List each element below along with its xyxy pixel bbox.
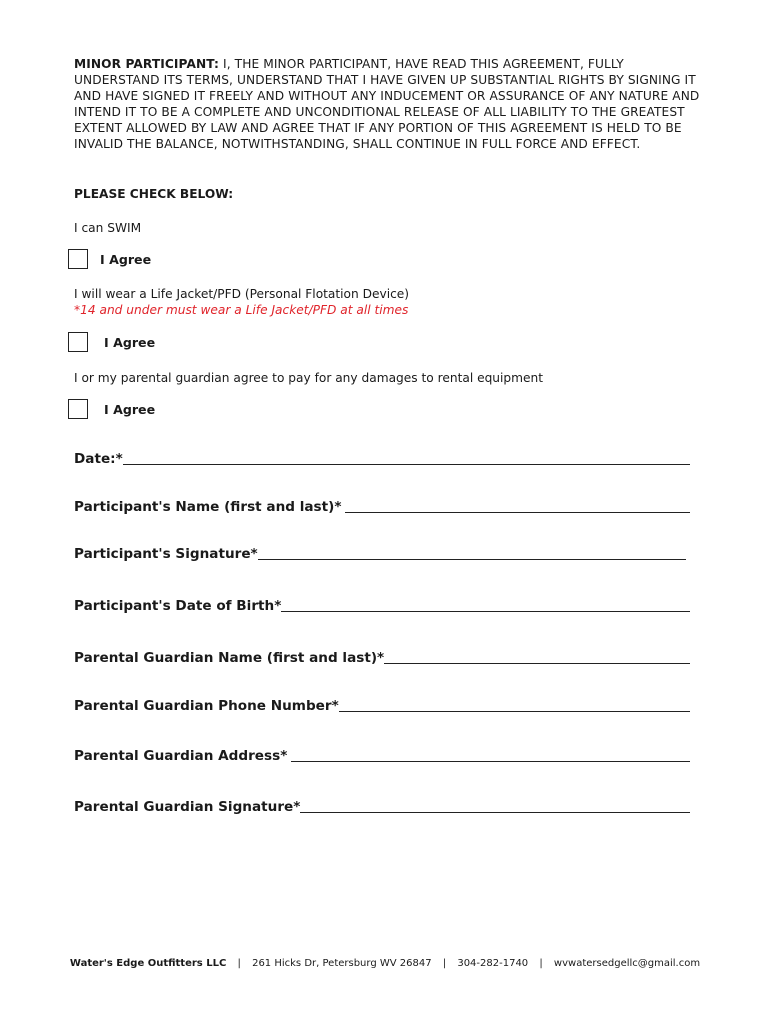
minor-participant-paragraph [74,56,704,152]
participant-name-label: Participant's Name (first and last)* [74,499,342,515]
footer-separator: | [442,958,447,969]
check-row-life-jacket [68,332,155,352]
guardian-name-input-line[interactable] [384,649,690,664]
participant-name-field [74,498,690,515]
checkbox-swim[interactable] [68,249,88,269]
checkbox-damages[interactable] [68,399,88,419]
checkbox-life-jacket[interactable] [68,332,88,352]
agree-label-life-jacket: I Agree [104,334,156,350]
guardian-address-input-line[interactable] [291,747,690,762]
footer-email[interactable]: wvwatersedgellc@gmail.com [553,958,701,969]
check-row-damages [68,399,155,419]
footer-company: Water's Edge Outfitters LLC [69,958,227,969]
statement-damages: I or my parental guardian agree to pay for any damages to rental equipment [74,371,544,385]
agreement-body [74,56,704,152]
statement-life-jacket: I will wear a Life Jacket/PFD (Personal Flotation Device) [74,287,410,301]
minor-participant-text: I, THE MINOR PARTICIPANT, HAVE READ THIS AGREEMENT, FULLY UNDERSTAND ITS TERMS, UNDERSTAND THAT I HAVE GIVEN UP SUBSTANTIAL RIGHTS BY SIGNING IT AND HAVE SIGNED IT FREELY AND WITHOUT ANY INDUCEMENT OR ASSURANCE OF ANY NATURE AND INTEND IT TO BE A COMPLETE AND UNCONDITIONAL RELEASE OF ALL LIABILITY TO THE GREATEST EXTENT ALLOWED BY LAW AND AGREE THAT IF ANY PORTION OF THIS AGREEMENT IS HELD TO BE INVALID THE BALANCE, NOTWITHSTANDING, SHALL CONTINUE IN FULL FORCE AND EFFECT. [74,57,700,151]
participant-signature-input-line[interactable] [258,545,686,560]
guardian-signature-field [74,798,690,815]
agree-label-swim: I Agree [100,251,152,267]
check-row-swim [68,249,151,269]
participant-dob-label: Participant's Date of Birth* [74,598,282,614]
agree-label-damages: I Agree [104,401,156,417]
date-label: Date:* [74,451,123,467]
participant-signature-field [74,545,686,562]
participant-signature-label: Participant's Signature* [74,546,258,562]
footer-separator: | [539,958,543,969]
participant-dob-input-line[interactable] [281,597,690,612]
minor-participant-lead: MINOR PARTICIPANT: [74,57,220,71]
guardian-phone-input-line[interactable] [339,697,690,712]
guardian-signature-input-line[interactable] [300,798,690,813]
date-input-line[interactable] [123,450,690,465]
life-jacket-note: *14 and under must wear a Life Jacket/PFD at all times [74,303,409,317]
participant-name-input-line[interactable] [345,498,690,513]
footer-separator: | [237,958,241,969]
guardian-phone-label: Parental Guardian Phone Number* [74,698,339,714]
participant-dob-field [74,597,690,614]
statement-swim: I can SWIM [74,221,142,235]
footer [0,958,770,969]
footer-address: 261 Hicks Dr, Petersburg WV 26847 [252,958,432,969]
guardian-name-label: Parental Guardian Name (first and last)* [74,650,385,666]
guardian-phone-field [74,697,690,714]
guardian-signature-label: Parental Guardian Signature* [74,799,301,815]
guardian-address-label: Parental Guardian Address* [74,748,288,764]
date-field [74,450,690,467]
check-heading: PLEASE CHECK BELOW: [74,187,234,201]
guardian-name-field [74,649,690,666]
footer-phone: 304-282-1740 [457,958,529,969]
guardian-address-field [74,747,690,764]
